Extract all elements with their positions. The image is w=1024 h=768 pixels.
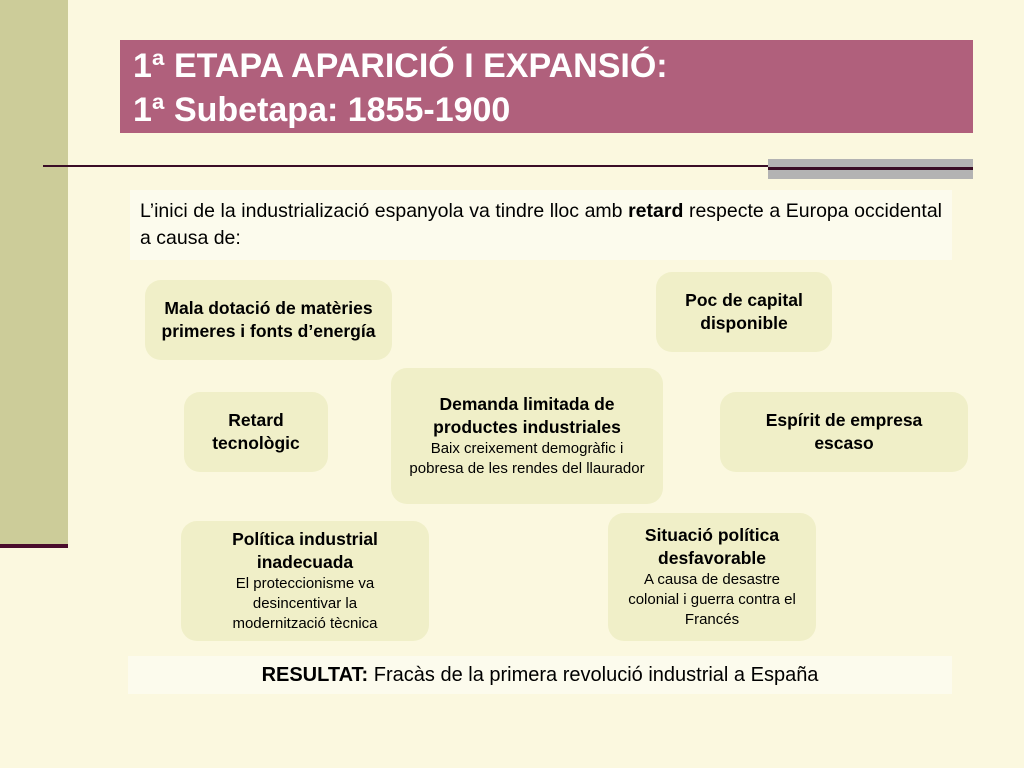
intro-text — [130, 190, 952, 260]
cause-raw-materials-title: Mala dotació de matèries primeres i fonts d’energía — [161, 298, 376, 341]
cause-enterprise-title: Espírit de empresa escaso — [765, 410, 923, 453]
intro-bold-word: retard — [628, 200, 684, 222]
cause-demand-detail: Baix creixement demogràfic i pobresa de les rendes del llaurador — [409, 440, 645, 477]
result-text: Fracàs de la primera revolució industrial a España — [368, 664, 819, 686]
cause-enterprise — [720, 392, 968, 472]
cause-political-title: Situació política desfavorable — [644, 525, 780, 568]
title-line-2: 1ª Subetapa: 1855-1900 — [133, 91, 511, 129]
intro-part-2: respecte a Europa occidental a causa de: — [140, 200, 942, 249]
cause-technology-title: Retard tecnològic — [212, 410, 300, 453]
cause-political-detail: A causa de desastre colonial i guerra contra el Francés — [628, 571, 796, 628]
left-decorative-band — [0, 0, 68, 547]
cause-technology — [184, 392, 328, 472]
slide-title — [120, 40, 973, 133]
title-divider-accent — [768, 159, 973, 179]
title-line-1: 1ª ETAPA APARICIÓ I EXPANSIÓ: — [133, 47, 668, 85]
left-divider-line — [0, 544, 68, 548]
cause-capital-title: Poc de capital disponible — [685, 290, 803, 333]
cause-demand-title: Demanda limitada de productes industriales — [433, 394, 621, 437]
cause-policy-title: Política industrial inadecuada — [232, 529, 378, 572]
cause-political — [608, 513, 816, 641]
intro-part-1: L’inici de la industrializació espanyola va tindre lloc amb — [140, 200, 629, 222]
cause-demand — [391, 368, 663, 504]
cause-raw-materials — [145, 280, 392, 360]
result-banner — [128, 656, 952, 694]
cause-policy — [181, 521, 429, 641]
cause-capital — [656, 272, 832, 352]
cause-policy-detail: El proteccionisme va desincentivar la modernització tècnica — [232, 575, 378, 632]
result-label: RESULTAT: — [261, 664, 369, 686]
